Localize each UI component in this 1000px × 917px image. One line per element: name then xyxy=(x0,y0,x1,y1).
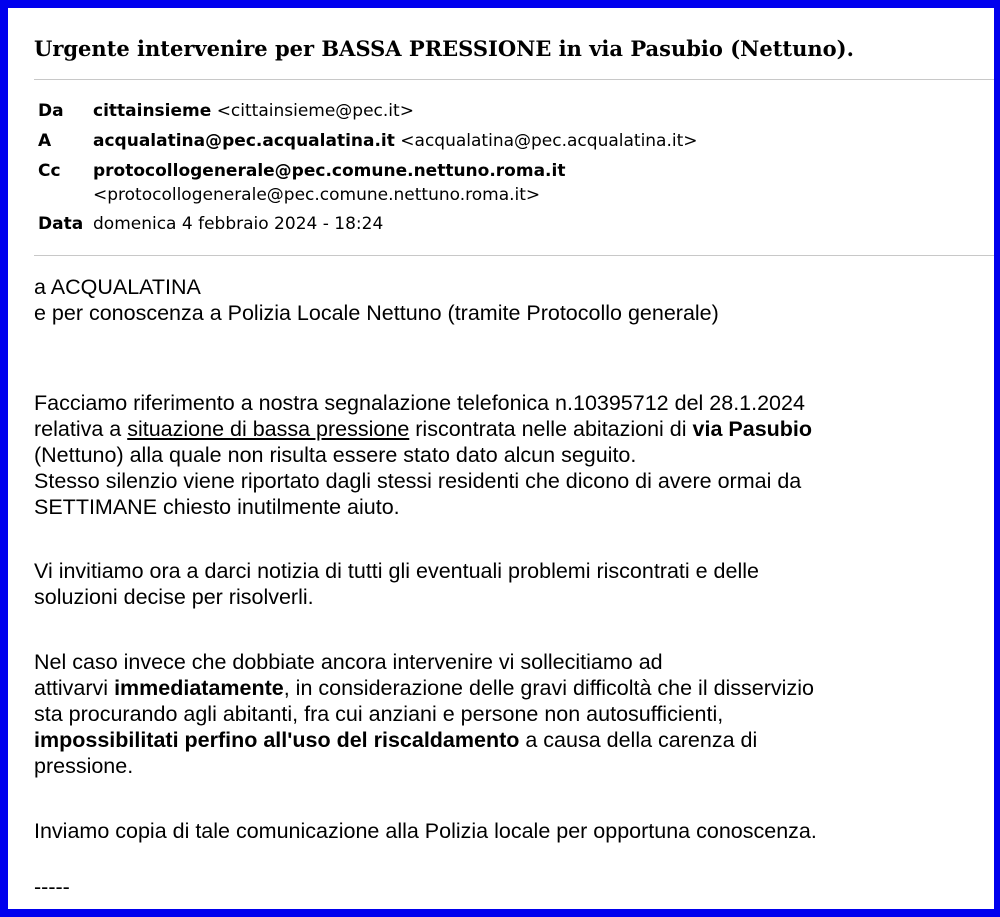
date-label: Data xyxy=(38,214,84,234)
from-label: Da xyxy=(38,101,64,121)
cc-address[interactable]: <protocollogenerale@pec.comune.nettuno.roma.it> xyxy=(93,185,541,205)
body-line: Inviamo copia di tale comunicazione alla Polizia locale per opportuna conoscenza. xyxy=(34,819,817,843)
to-address[interactable]: <acqualatina@pec.acqualatina.it> xyxy=(400,131,698,151)
date-value: domenica 4 febbraio 2024 - 18:24 xyxy=(93,214,384,234)
cc-name[interactable]: protocollogenerale@pec.comune.nettuno.roma.it xyxy=(93,161,566,181)
to-name[interactable]: acqualatina@pec.acqualatina.it xyxy=(93,131,395,151)
body-line: Stesso silenzio viene riportato dagli stessi residenti che dicono di avere ormai da xyxy=(34,469,802,493)
cc-label: Cc xyxy=(38,161,61,181)
from-address[interactable]: <cittainsieme@pec.it> xyxy=(216,101,414,121)
body-line: (Nettuno) alla quale non risulta essere stato dato alcun seguito. xyxy=(34,443,637,467)
body-line: attivarvi immediatamente, in considerazione delle gravi difficoltà che il disservizio xyxy=(34,676,814,700)
body-line: soluzioni decise per risolverli. xyxy=(34,585,314,609)
divider xyxy=(34,255,994,256)
body-line: sta procurando agli abitanti, fra cui anziani e persone non autosufficienti, xyxy=(34,702,724,726)
bold-text: impossibilitati perfino all'uso del riscaldamento xyxy=(34,728,520,752)
divider xyxy=(34,79,994,80)
email-subject: Urgente intervenire per BASSA PRESSIONE in via Pasubio (Nettuno). xyxy=(34,36,854,61)
body-line: Vi invitiamo ora a darci notizia di tutti gli eventuali problemi riscontrati e delle xyxy=(34,559,759,583)
from-name[interactable]: cittainsieme xyxy=(93,101,212,121)
greeting-line: a ACQUALATINA xyxy=(34,275,201,299)
bold-text: via Pasubio xyxy=(692,417,813,441)
body-line: impossibilitati perfino all'uso del riscaldamento a causa della carenza di xyxy=(34,728,758,752)
body-line: pressione. xyxy=(34,754,134,778)
greeting-line: e per conoscenza a Polizia Locale Nettuno (tramite Protocollo generale) xyxy=(34,301,719,325)
underlined-text: situazione di bassa pressione xyxy=(127,417,410,441)
body-line: relativa a situazione di bassa pressione riscontrata nelle abitazioni di via Pasubio xyxy=(34,417,813,441)
body-line: Nel caso invece che dobbiate ancora intervenire vi sollecitiamo ad xyxy=(34,650,663,674)
body-line: SETTIMANE chiesto inutilmente aiuto. xyxy=(34,495,400,519)
to-label: A xyxy=(38,131,52,151)
body-line: Facciamo riferimento a nostra segnalazione telefonica n.10395712 del 28.1.2024 xyxy=(34,391,805,415)
signature-separator: ----- xyxy=(34,875,70,899)
bold-text: immediatamente xyxy=(114,676,284,700)
